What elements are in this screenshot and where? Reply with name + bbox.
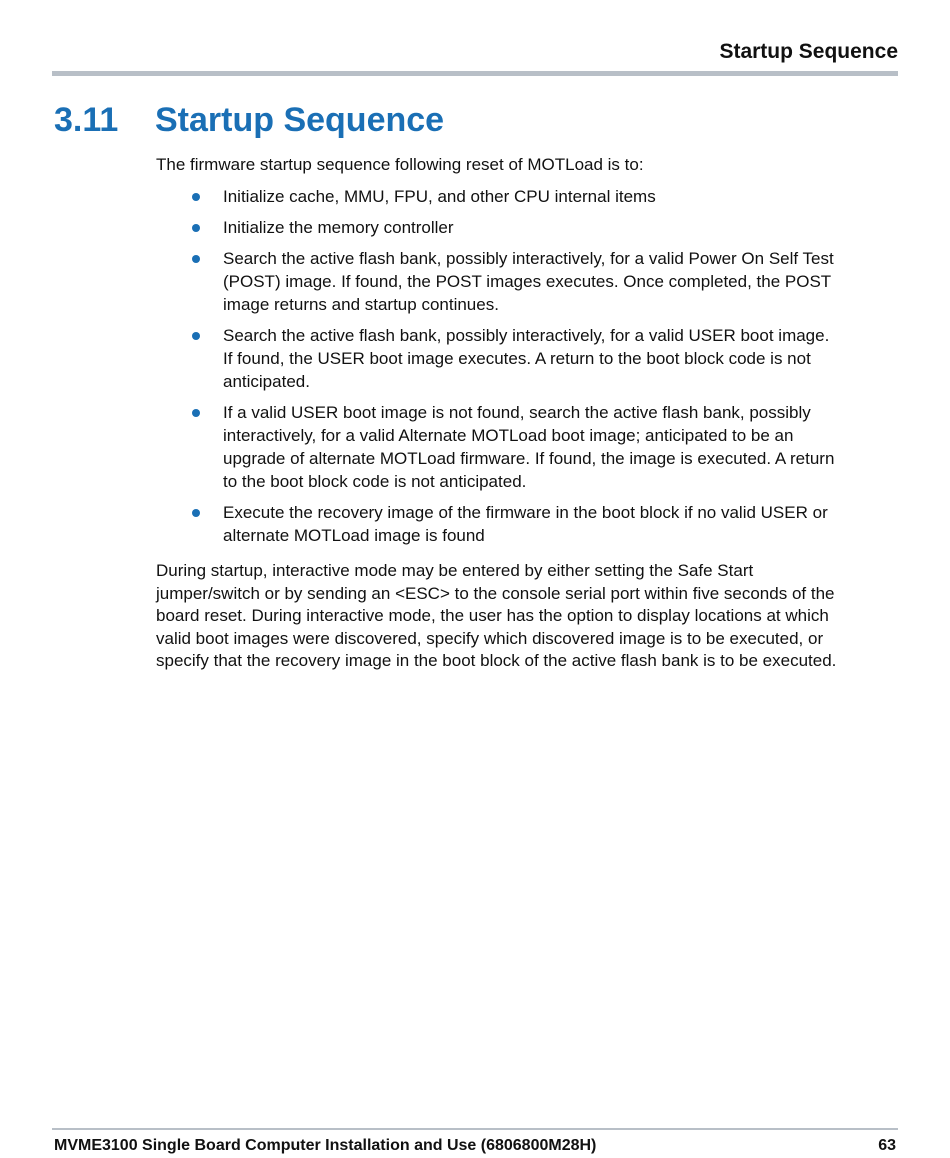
list-item (156, 501, 901, 547)
footer-divider (52, 1128, 898, 1130)
bullet-icon (192, 332, 200, 340)
list-item-line: image returns and startup continues. (223, 295, 499, 314)
page-number: 63 (878, 1137, 896, 1154)
startup-steps-list (156, 185, 901, 555)
list-item-line: Initialize the memory controller (223, 218, 454, 237)
list-item-line: If a valid USER boot image is not found, search the active flash bank, possibly (223, 403, 811, 422)
section-number: 3.11 (54, 101, 119, 139)
list-item-line: (POST) image. If found, the POST images executes. Once completed, the POST (223, 272, 832, 291)
interactive-mode-paragraph (156, 560, 901, 673)
paragraph-line: specify that the recovery image in the boot block of the active flash bank is to be executed. (156, 651, 837, 671)
list-item-line: upgrade of alternate MOTLoad firmware. If found, the image is executed. A return (223, 449, 835, 468)
paragraph-line: board reset. During interactive mode, the user has the option to display locations at which (156, 606, 829, 626)
list-item-line: Search the active flash bank, possibly interactively, for a valid USER boot image. (223, 326, 830, 345)
section-title: Startup Sequence (155, 101, 445, 139)
footer-document-title: MVME3100 Single Board Computer Installation and Use (6806800M28H) (54, 1137, 597, 1154)
header-divider (52, 71, 898, 76)
list-item (156, 185, 901, 208)
paragraph-line: During startup, interactive mode may be entered by either setting the Safe Start (156, 561, 754, 580)
list-item-line: Search the active flash bank, possibly interactively, for a valid Power On Self Test (223, 249, 834, 268)
list-item-line: If found, the USER boot image executes. A return to the boot block code is not (223, 349, 811, 368)
bullet-icon (192, 193, 200, 201)
bullet-icon (192, 509, 200, 517)
list-item-line: to the boot block code is not anticipated. (223, 472, 527, 491)
paragraph-line: jumper/switch or by sending an <ESC> to the console serial port within five seconds of the (156, 583, 835, 603)
bullet-icon (192, 409, 200, 417)
list-item-line: Initialize cache, MMU, FPU, and other CPU internal items (223, 187, 656, 206)
running-header: Startup Sequence (719, 40, 898, 63)
intro-paragraph: The firmware startup sequence following reset of MOTLoad is to: (156, 155, 644, 174)
paragraph-line: valid boot images were discovered, specify which discovered image is to be executed, or (156, 628, 824, 648)
list-item-line: anticipated. (223, 372, 310, 391)
list-item-line: Execute the recovery image of the firmware in the boot block if no valid USER or (223, 503, 828, 522)
bullet-icon (192, 224, 200, 232)
list-item (156, 324, 901, 393)
list-item (156, 401, 901, 493)
list-item-line: alternate MOTLoad image is found (223, 526, 485, 545)
list-item-line: interactively, for a valid Alternate MOTLoad boot image; anticipated to be an (223, 426, 794, 445)
bullet-icon (192, 255, 200, 263)
list-item (156, 247, 901, 316)
list-item (156, 216, 901, 239)
